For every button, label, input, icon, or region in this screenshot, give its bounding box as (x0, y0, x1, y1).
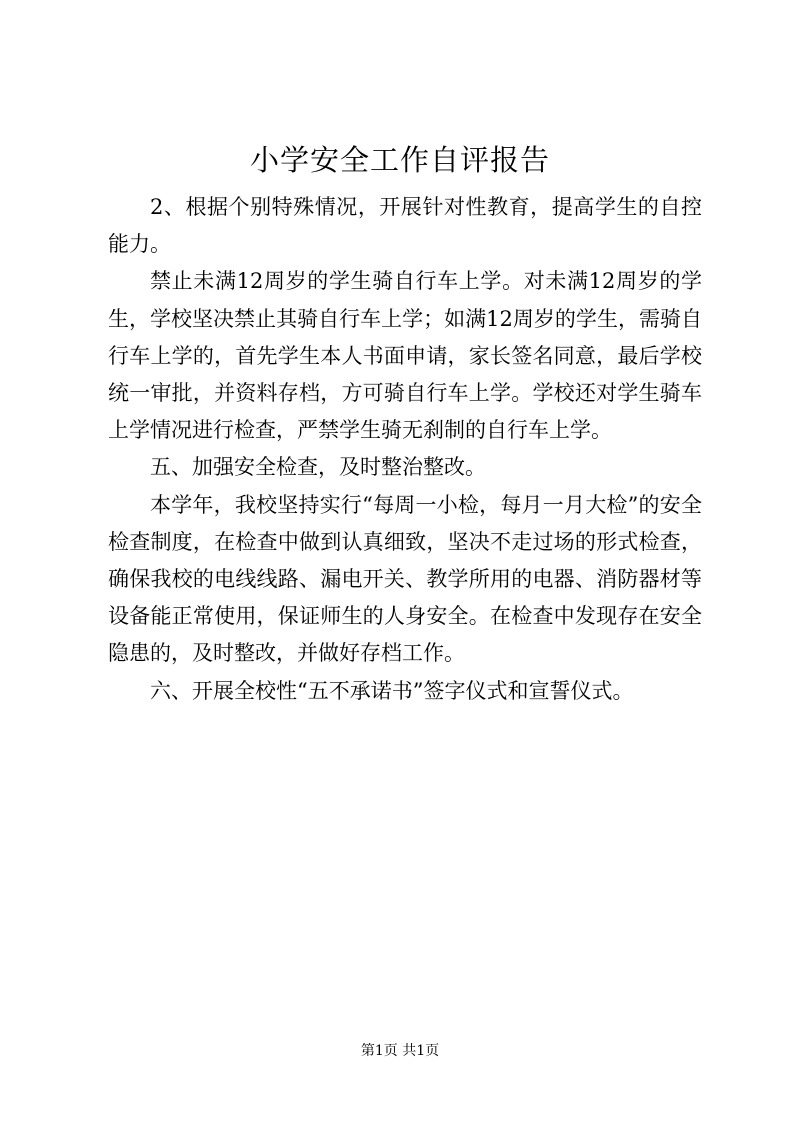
section-heading-six: 六、开展全校性“五不承诺书”签字仪式和宣誓仪式。 (150, 678, 634, 703)
section-heading-five: 五、加强安全检查，及时整治整改。 (150, 455, 486, 480)
paragraph-item-2: 2、根据个别特殊情况，开展针对性教育，提高学生的自控能力。 (108, 195, 702, 257)
page-footer: 第1页 共1页 (360, 1043, 440, 1059)
paragraph-safety-inspection: 本学年，我校坚持实行“每周一小检，每月一月大检”的安全检查制度，在检查中做到认真细致，坚决不走过场的形式检查，确保我校的电线线路、漏电开关、教学所用的电器、消防器材等设备能正常使用，保证师生的人身安全。在检查中发现存在安全隐患的，及时整改，并做好存档工作。 (108, 492, 702, 666)
paragraph-bicycle-rule: 禁止未满12周岁的学生骑自行车上学。对未满12周岁的学生，学校坚决禁止其骑自行车上学；如满12周岁的学生，需骑自行车上学的，首先学生本人书面申请，家长签名同意，最后学校统一审批，并资料存档，方可骑自行车上学。学校还对学生骑车上学情况进行检查，严禁学生骑无刹制的自行车上学。 (108, 269, 702, 443)
document-body (108, 189, 702, 710)
page-title: 小学安全工作自评报告 (249, 143, 550, 177)
